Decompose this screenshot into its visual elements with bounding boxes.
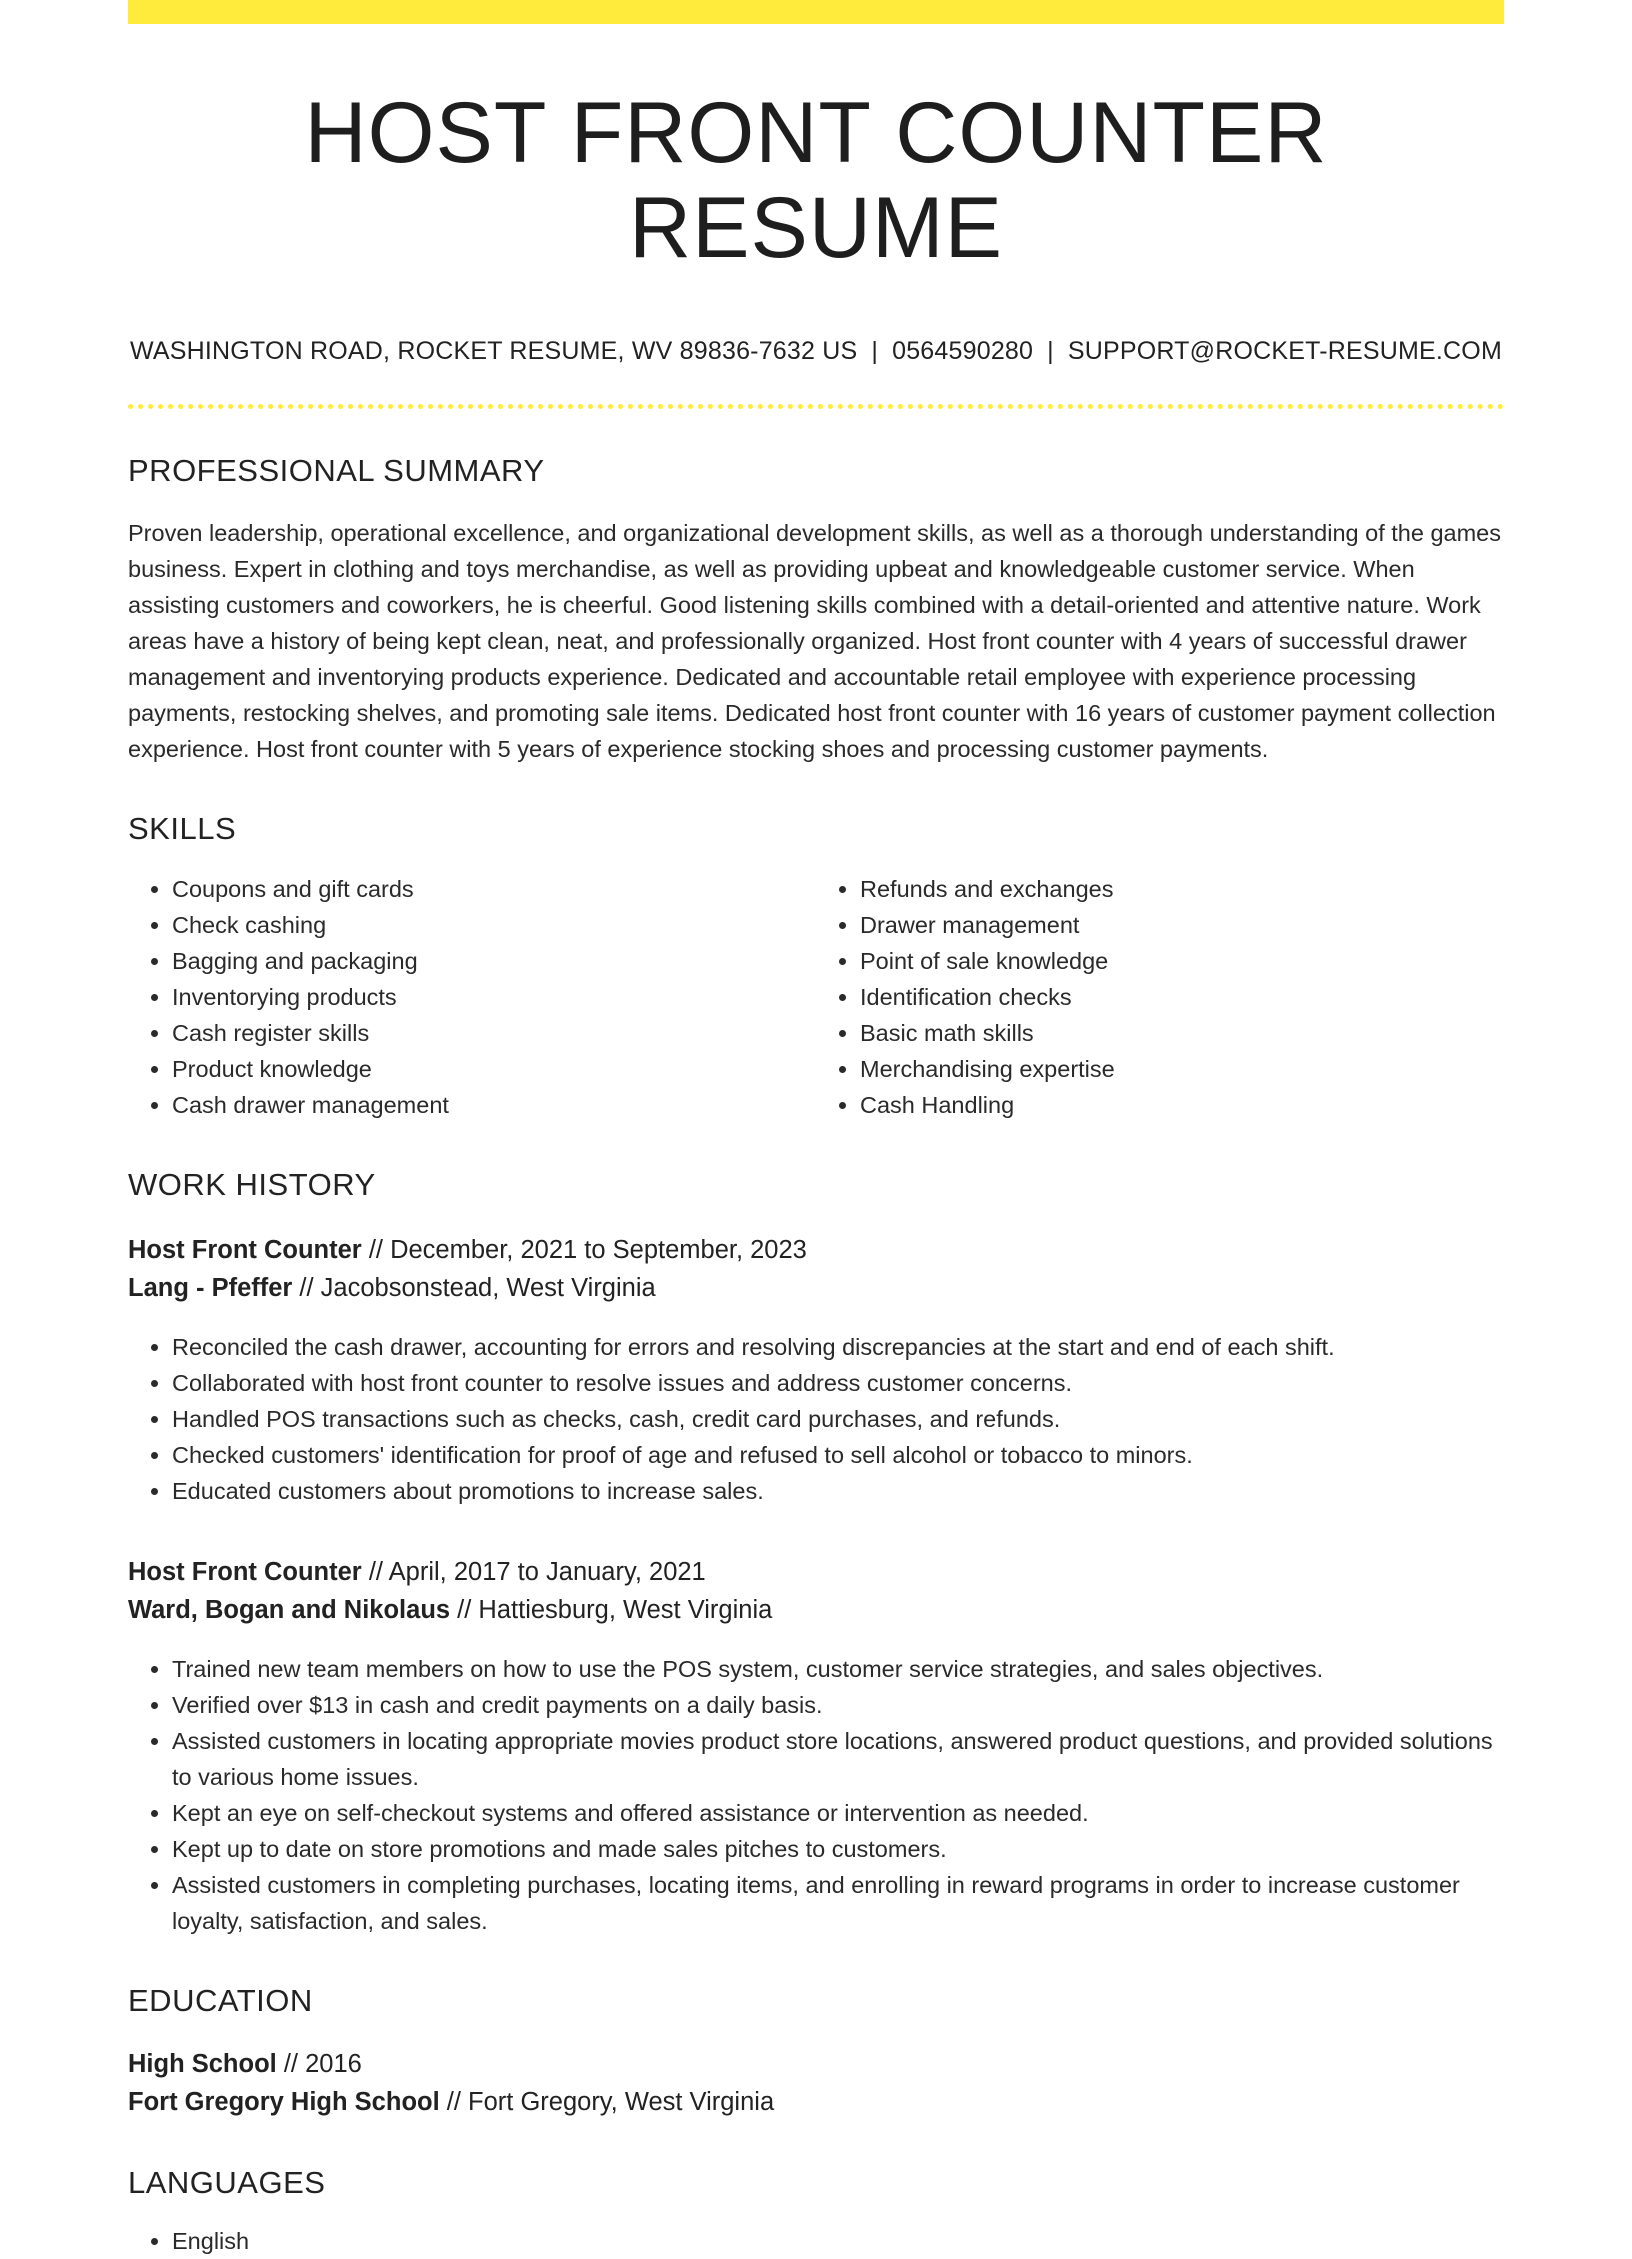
job-duty: • Kept up to date on store promotions and made sales pitches to customers.: [172, 1831, 1504, 1867]
job-entry: [128, 1231, 1504, 1509]
accent-top-bar: [128, 0, 1504, 24]
skill-item: • Refunds and exchanges: [860, 871, 1504, 907]
job-duty: • Verified over $13 in cash and credit payments on a daily basis.: [172, 1687, 1504, 1723]
contact-email: SUPPORT@ROCKET-RESUME.COM: [1067, 337, 1502, 366]
skill-item: • Identification checks: [860, 979, 1504, 1015]
job-position: Host Front Counter: [128, 1236, 362, 1265]
job-location: // Hattiesburg, West Virginia: [450, 1596, 773, 1625]
language-item: • English: [172, 2223, 1504, 2259]
job-position: Host Front Counter: [128, 1558, 362, 1587]
job-duty: • Trained new team members on how to use the POS system, customer service strategies, and sales objectives.: [172, 1651, 1504, 1687]
job-duties: [128, 1651, 1504, 1939]
job-dates: // April, 2017 to January, 2021: [361, 1558, 706, 1587]
skill-item: • Cash register skills: [172, 1015, 816, 1051]
skill-item: • Point of sale knowledge: [860, 943, 1504, 979]
education-degree: High School: [128, 2050, 277, 2079]
work-history-heading: WORK HISTORY: [128, 1167, 376, 1203]
languages-list: [128, 2223, 1504, 2259]
education-location: // Fort Gregory, West Virginia: [439, 2088, 775, 2117]
skills-column-right: [816, 871, 1504, 1123]
education-school: Fort Gregory High School: [128, 2088, 440, 2117]
education-year: // 2016: [276, 2050, 362, 2079]
skill-item: • Merchandising expertise: [860, 1051, 1504, 1087]
education-degree-line: [128, 2045, 1504, 2083]
skill-item: • Check cashing: [172, 907, 816, 943]
job-duty: • Checked customers' identification for proof of age and refused to sell alcohol or tobacco to minors.: [172, 1437, 1504, 1473]
skill-item: • Cash Handling: [860, 1087, 1504, 1123]
contact-address: WASHINGTON ROAD, ROCKET RESUME, WV 89836-7632 US: [130, 337, 858, 366]
summary-text: Proven leadership, operational excellence, and organizational development skills, as well as a thorough understanding of the games business. Expert in clothing and toys merchandise, as well as providing upbeat and knowledgeable customer service. When assisting customers and coworkers, he is cheerful. Good listening skills combined with a detail-oriented and attentive nature. Work areas have a history of being kept clean, neat, and professionally organized. Host front counter with 4 years of successful drawer management and inventorying products experience. Dedicated and accountable retail employee with experience processing payments, restocking shelves, and promoting sale items. Dedicated host front counter with 16 years of customer payment collection experience. Host front counter with 5 years of experience stocking shoes and processing customer payments.: [128, 520, 1501, 763]
skill-item: • Drawer management: [860, 907, 1504, 943]
education-heading: EDUCATION: [128, 1983, 313, 2019]
resume-title: HOST FRONT COUNTER RESUME: [304, 85, 1328, 276]
education-school-line: [128, 2083, 1504, 2121]
job-company: Lang - Pfeffer: [128, 1274, 293, 1303]
job-title-line: [128, 1231, 1504, 1269]
skills-list: [128, 871, 1504, 1123]
job-duty: • Kept an eye on self-checkout systems and offered assistance or intervention as needed.: [172, 1795, 1504, 1831]
job-duty: • Educated customers about promotions to increase sales.: [172, 1473, 1504, 1509]
skill-item: • Product knowledge: [172, 1051, 816, 1087]
skill-item: • Inventorying products: [172, 979, 816, 1015]
languages-heading: LANGUAGES: [128, 2165, 326, 2201]
contact-separator: |: [1047, 337, 1054, 366]
job-entry: [128, 1553, 1504, 1939]
summary-heading: PROFESSIONAL SUMMARY: [128, 453, 545, 489]
job-duty: • Collaborated with host front counter to resolve issues and address customer concerns.: [172, 1365, 1504, 1401]
resume-page: [128, 0, 1504, 2259]
contact-separator: |: [871, 337, 879, 366]
skill-item: • Cash drawer management: [172, 1087, 816, 1123]
job-duty: • Assisted customers in locating appropriate movies product store locations, answered product questions, and provided solutions to various home issues.: [172, 1723, 1504, 1795]
skill-item: • Basic math skills: [860, 1015, 1504, 1051]
job-title-line: [128, 1553, 1504, 1591]
skills-column-left: [128, 871, 816, 1123]
job-duty: • Assisted customers in completing purchases, locating items, and enrolling in reward programs in order to increase customer loyalty, satisfaction, and sales.: [172, 1867, 1504, 1939]
job-company-line: [128, 1269, 1504, 1307]
skill-item: • Bagging and packaging: [172, 943, 816, 979]
job-duty: • Reconciled the cash drawer, accounting for errors and resolving discrepancies at the start and end of each shift.: [172, 1329, 1504, 1365]
skills-heading: SKILLS: [128, 811, 237, 847]
job-company-line: [128, 1591, 1504, 1629]
job-duties: [128, 1329, 1504, 1509]
job-company: Ward, Bogan and Nikolaus: [128, 1596, 451, 1625]
job-duty: • Handled POS transactions such as checks, cash, credit card purchases, and refunds.: [172, 1401, 1504, 1437]
contact-phone: 0564590280: [892, 337, 1034, 366]
job-dates: // December, 2021 to September, 2023: [361, 1236, 807, 1265]
skill-item: • Coupons and gift cards: [172, 871, 816, 907]
job-location: // Jacobsonstead, West Virginia: [292, 1274, 656, 1303]
education-entry: [128, 2045, 1504, 2121]
dotted-divider: [128, 404, 1504, 409]
contact-line: [128, 337, 1504, 366]
